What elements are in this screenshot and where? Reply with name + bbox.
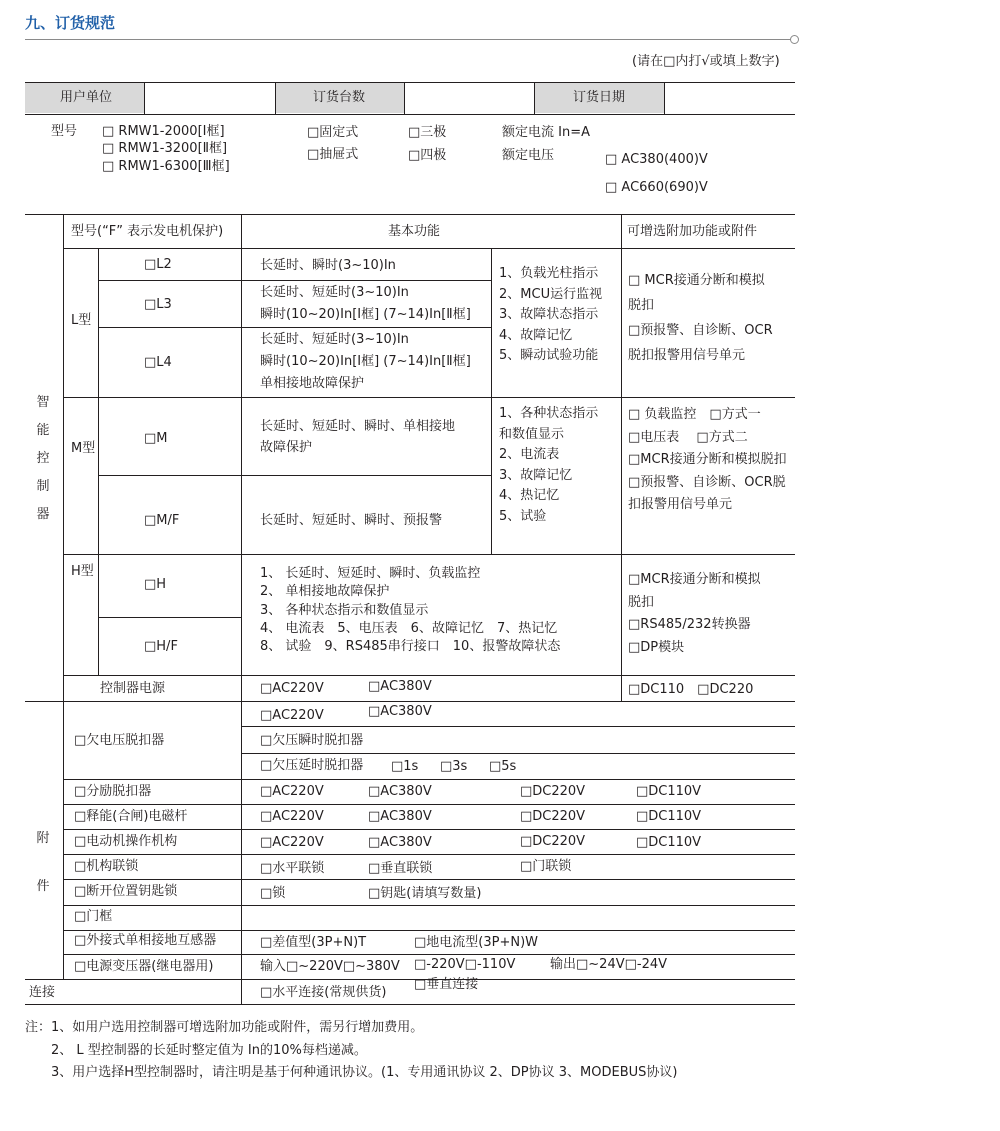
- col-line: [63, 214, 64, 701]
- h-type-optional: [628, 569, 761, 659]
- shunt-release-option[interactable]: □分励脱扣器: [74, 784, 152, 799]
- optional-item[interactable]: □MCR接通分断和模拟脱扣: [628, 452, 787, 467]
- closing-dc220-option[interactable]: □DC220V: [520, 809, 586, 824]
- key-lock-lock-option[interactable]: □锁: [260, 886, 286, 901]
- optional-item[interactable]: □ MCR接通分断和模拟: [628, 273, 765, 288]
- row-line: [63, 804, 795, 805]
- col-line: [241, 214, 242, 701]
- connection-horizontal-option[interactable]: □水平连接(常规供货): [260, 985, 387, 1000]
- model-option-3200[interactable]: □ RMW1-3200[Ⅱ框]: [102, 141, 228, 156]
- col-header-basic: 基本功能: [388, 224, 441, 239]
- uv-delay-1s-option[interactable]: □1s: [391, 759, 419, 774]
- uv-instant-option[interactable]: □欠压瞬时脱扣器: [260, 733, 364, 748]
- uv-delay-5s-option[interactable]: □5s: [489, 759, 517, 774]
- mount-fixed-option[interactable]: □固定式: [307, 125, 359, 140]
- optional-item[interactable]: □电压表 □方式二: [628, 429, 748, 445]
- function-item: 5、瞬动试验功能: [499, 348, 599, 363]
- motor-operator-option[interactable]: □电动机操作机构: [74, 834, 178, 849]
- key-lock-option[interactable]: □断开位置钥匙锁: [74, 884, 178, 899]
- side-char: 附: [36, 831, 50, 846]
- side-char: 件: [36, 879, 50, 894]
- function-item: 4、 电流表 5、电压表 6、故障记忆 7、热记忆: [260, 620, 558, 636]
- function-item: 5、试验: [499, 508, 547, 524]
- mount-drawout-option[interactable]: □抽屉式: [307, 147, 359, 162]
- l4-function-3: 单相接地故障保护: [260, 376, 365, 391]
- mf-function: 长延时、短延时、瞬时、预报警: [260, 513, 443, 528]
- note-1: 注：1、如用户选用控制器可增选附加功能或附件，需另行增加费用。: [25, 1020, 424, 1035]
- closing-dc110-option[interactable]: □DC110V: [636, 809, 702, 824]
- row-line: [63, 879, 795, 880]
- mf-option[interactable]: □M/F: [144, 513, 180, 528]
- header-divider: [275, 82, 276, 114]
- optional-item: 扣报警用信号单元: [628, 497, 733, 512]
- row-line: [63, 854, 795, 855]
- row-line: [98, 475, 491, 476]
- header-divider: [404, 82, 405, 114]
- m-function-2: 故障保护: [260, 440, 313, 455]
- row-line: [63, 905, 795, 906]
- controller-power-label: 控制器电源: [100, 681, 166, 696]
- door-frame-option[interactable]: □门框: [74, 909, 113, 924]
- ground-ct-earth-current-option[interactable]: □地电流型(3P+N)W: [414, 935, 539, 950]
- row-line: [98, 617, 241, 618]
- shunt-ac380-option[interactable]: □AC380V: [368, 784, 432, 799]
- model-label: 型号: [51, 124, 78, 139]
- m-type-common-functions: [499, 404, 598, 527]
- row-line: [63, 554, 795, 555]
- model-option-6300[interactable]: □ RMW1-6300[Ⅲ框]: [102, 159, 230, 174]
- side-char: 器: [36, 507, 50, 522]
- l-type-common-functions: [499, 264, 602, 367]
- motor-ac380-option[interactable]: □AC380V: [368, 835, 432, 850]
- title-rule: [25, 39, 791, 40]
- optional-item: 脱扣: [628, 298, 655, 313]
- shunt-dc110-option[interactable]: □DC110V: [636, 784, 702, 799]
- row-line: [63, 675, 795, 676]
- interlock-door-option[interactable]: □门联锁: [520, 859, 572, 874]
- col-header-optional: 可增选附加功能或附件: [627, 224, 758, 239]
- order-qty-field[interactable]: [406, 84, 532, 113]
- optional-item[interactable]: □MCR接通分断和模拟: [628, 572, 761, 587]
- row-line: [63, 930, 795, 931]
- col-header-type: 型号(“F” 表示发电机保护): [71, 224, 224, 239]
- interlock-horizontal-option[interactable]: □水平联锁: [260, 861, 325, 876]
- h-type-functions: [260, 565, 560, 656]
- optional-item: 脱扣: [628, 594, 655, 610]
- title-rule-end-dot: [790, 35, 799, 44]
- voltage-380-option[interactable]: □ AC380(400)V: [605, 152, 708, 167]
- user-unit-field[interactable]: [146, 84, 273, 113]
- row-line: [63, 397, 795, 398]
- l4-function-1: 长延时、短延时(3~10)In: [260, 332, 409, 347]
- poles-3-option[interactable]: □三极: [408, 125, 447, 140]
- interlock-vertical-option[interactable]: □垂直联锁: [368, 861, 433, 876]
- l-type-optional: [628, 268, 773, 368]
- function-item: 和数值显示: [499, 426, 565, 442]
- row-line: [25, 979, 795, 980]
- controller-top-line: [25, 214, 795, 215]
- key-lock-key-option[interactable]: □钥匙(请填写数量): [368, 886, 482, 901]
- l3-function-1: 长延时、短延时(3~10)In: [260, 285, 409, 300]
- transformer-mid-options[interactable]: □-220V□-110V: [414, 957, 516, 972]
- function-item: 1、 长延时、短延时、瞬时、负载监控: [260, 566, 481, 581]
- l3-function-2: 瞬时(10~20)In[Ⅰ框] (7~14)In[Ⅱ框]: [260, 307, 471, 322]
- model-option-2000[interactable]: □ RMW1-2000[Ⅰ框]: [102, 124, 225, 139]
- l-type-label: L型: [71, 313, 92, 328]
- m-function-1: 长延时、短延时、瞬时、单相接地: [260, 419, 456, 434]
- hf-option[interactable]: □H/F: [144, 639, 178, 654]
- connection-vertical-option[interactable]: □垂直连接: [414, 977, 479, 992]
- row-line: [98, 280, 491, 281]
- function-item: 1、各种状态指示: [499, 406, 599, 421]
- uv-ac380-option[interactable]: □AC380V: [368, 704, 432, 719]
- row-line: [63, 248, 795, 249]
- optional-item[interactable]: □预报警、自诊断、OCR脱: [628, 474, 786, 490]
- optional-item: 脱扣报警用信号单元: [628, 348, 746, 363]
- power-ac220-option[interactable]: □AC220V: [260, 681, 324, 696]
- rated-current-label: 额定电流 In=A: [502, 125, 590, 140]
- undervoltage-release-option[interactable]: □欠电压脱扣器: [74, 733, 165, 748]
- m-type-optional: [628, 404, 787, 517]
- voltage-660-option[interactable]: □ AC660(690)V: [605, 180, 708, 195]
- header-divider: [144, 82, 145, 114]
- transformer-input-options[interactable]: 输入□~220V□~380V: [260, 959, 400, 974]
- row-line: [63, 779, 795, 780]
- col-line: [621, 214, 622, 701]
- section-title: 九、订货规范: [25, 14, 116, 32]
- function-item: 1、负载光柱指示: [499, 266, 599, 281]
- h-type-label: H型: [71, 564, 94, 579]
- l4-option[interactable]: □L4: [144, 355, 172, 370]
- power-transformer-option[interactable]: □电源变压器(继电器用): [74, 959, 214, 974]
- mechanical-interlock-option[interactable]: □机构联锁: [74, 859, 139, 874]
- power-ac380-option[interactable]: □AC380V: [368, 679, 432, 694]
- function-item: 4、热记忆: [499, 488, 560, 503]
- table-bottom-line: [25, 1004, 795, 1005]
- order-date-field[interactable]: [666, 84, 794, 113]
- l2-function: 长延时、瞬时(3~10)In: [260, 258, 396, 273]
- motor-dc110-option[interactable]: □DC110V: [636, 835, 702, 850]
- optional-item[interactable]: □ 负载监控 □方式一: [628, 407, 761, 422]
- poles-4-option[interactable]: □四极: [408, 148, 447, 163]
- function-item: 3、 各种状态指示和数值显示: [260, 602, 429, 618]
- side-char: 智: [36, 395, 50, 410]
- function-item: 3、故障记忆: [499, 467, 573, 483]
- header-bottom-line: [25, 114, 795, 115]
- optional-item[interactable]: □RS485/232转换器: [628, 617, 751, 632]
- shunt-ac220-option[interactable]: □AC220V: [260, 784, 324, 799]
- col-line: [98, 248, 99, 675]
- uv-delay-3s-option[interactable]: □3s: [440, 759, 468, 774]
- function-item: 4、故障记忆: [499, 327, 573, 343]
- note-3: 3、用户选择H型控制器时，请注明是基于何种通讯协议。(1、专用通讯协议 2、DP协议 3、MODEBUS协议): [51, 1065, 678, 1080]
- transformer-output-options[interactable]: 输出□~24V□-24V: [550, 957, 668, 972]
- motor-dc220-option[interactable]: □DC220V: [520, 834, 586, 849]
- uv-delay-option[interactable]: □欠压延时脱扣器: [260, 758, 364, 773]
- connection-label: 连接: [29, 985, 56, 1000]
- function-item: 3、故障状态指示: [499, 307, 599, 322]
- ground-ct-differential-option[interactable]: □差值型(3P+N)T: [260, 935, 367, 950]
- l4-function-2: 瞬时(10~20)In[Ⅰ框] (7~14)In[Ⅱ框]: [260, 354, 471, 369]
- motor-ac220-option[interactable]: □AC220V: [260, 835, 324, 850]
- m-type-label: M型: [71, 441, 96, 456]
- header-divider: [534, 82, 535, 114]
- optional-item[interactable]: □DP模块: [628, 639, 685, 655]
- m-option[interactable]: □M: [144, 431, 168, 446]
- row-line: [241, 726, 795, 727]
- header-divider: [664, 82, 665, 114]
- optional-item[interactable]: □预报警、自诊断、OCR: [628, 323, 773, 338]
- user-unit-label: 用户单位: [60, 90, 113, 105]
- side-char: 能: [36, 423, 50, 438]
- uv-ac220-option[interactable]: □AC220V: [260, 708, 324, 723]
- col-line: [491, 248, 492, 554]
- order-qty-label: 订货台数: [313, 90, 366, 105]
- order-date-label: 订货日期: [573, 90, 626, 105]
- h-option[interactable]: □H: [144, 577, 167, 592]
- col-line: [241, 701, 242, 1004]
- row-line: [25, 701, 795, 702]
- ground-ct-option[interactable]: □外接式单相接地互感器: [74, 933, 217, 948]
- row-line: [63, 829, 795, 830]
- l2-option[interactable]: □L2: [144, 257, 172, 272]
- note-2: 2、 L 型控制器的长延时整定值为 In的10%每档递减。: [51, 1043, 367, 1058]
- function-item: 2、 单相接地故障保护: [260, 584, 390, 600]
- row-line: [63, 954, 795, 955]
- closing-ac380-option[interactable]: □AC380V: [368, 809, 432, 824]
- col-line: [63, 701, 64, 979]
- controller-side-label: [36, 389, 50, 529]
- row-line: [241, 753, 795, 754]
- side-char: 制: [36, 479, 50, 494]
- rated-voltage-label: 额定电压: [502, 148, 555, 163]
- power-dc-options[interactable]: □DC110 □DC220: [628, 682, 754, 697]
- side-char: 控: [36, 451, 50, 466]
- l3-option[interactable]: □L3: [144, 297, 172, 312]
- function-item: 8、 试验 9、RS485串行接口 10、报警故障状态: [260, 639, 561, 655]
- closing-magnet-option[interactable]: □释能(合闸)电磁杆: [74, 809, 188, 824]
- function-item: 2、MCU运行监视: [499, 286, 603, 302]
- function-item: 2、电流表: [499, 447, 560, 462]
- row-line: [98, 327, 491, 328]
- accessories-side-label: [36, 815, 50, 911]
- closing-ac220-option[interactable]: □AC220V: [260, 809, 324, 824]
- shunt-dc220-option[interactable]: □DC220V: [520, 784, 586, 799]
- instruction-text: (请在□内打√或填上数字): [632, 54, 780, 69]
